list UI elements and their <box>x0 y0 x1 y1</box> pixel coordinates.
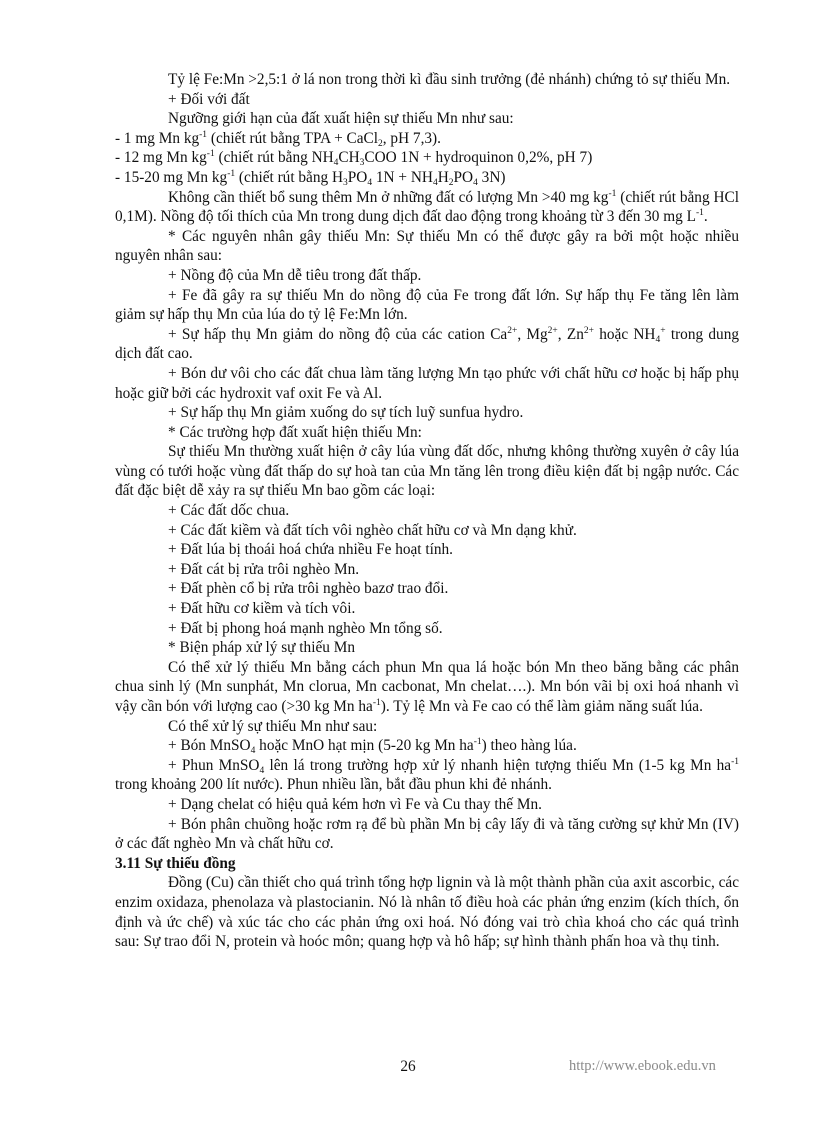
paragraph: + Sự hấp thụ Mn giảm xuống do sự tích luỹ sunfua hydro. <box>168 404 524 422</box>
list-item: + Dạng chelat có hiệu quả kém hơn vì Fe và Cu thay thế Mn. <box>168 795 542 813</box>
list-item: + Các đất dốc chua. <box>168 502 290 520</box>
paragraph: + Bón dư vôi cho các đất chua làm tăng lượng Mn tạo phức với chất hữu cơ hoặc bị hấp phụ hoặc giữ bởi các hydroxit vaf oxit Fe và Al. <box>115 364 739 402</box>
footer-website: http://www.ebook.edu.vn <box>569 1058 716 1074</box>
paragraph: + Sự hấp thụ Mn giảm do nồng độ của các cation $Ca^{2+}$, $Mg^{2+}$, $Zn^{2+}$ hoặc $NH_4^+$ trong dung dịch đất cao. <box>115 325 739 363</box>
paragraph: Sự thiếu Mn thường xuất hiện ở cây lúa vùng đất dốc, nhưng không thường xuyên ở cây lúa vùng có tưới hoặc vùng đất thấp do sự hoà tan của Mn tăng lên trong điều kiện đất bị ngập nước. Các đất đặc biệt dễ xảy ra sự thiếu Mn bao gồm các loại: <box>115 443 739 500</box>
list-item: + Đất bị phong hoá mạnh nghèo Mn tổng số. <box>168 619 443 637</box>
list-item: + Đất phèn cổ bị rửa trôi nghèo bazơ trao đổi. <box>168 580 449 598</box>
list-item: + Đất lúa bị thoái hoá chứa nhiều Fe hoạt tính. <box>168 541 453 559</box>
paragraph: Ngưỡng giới hạn của đất xuất hiện sự thiếu Mn như sau: <box>168 110 514 128</box>
paragraph: Có thể xử lý thiếu Mn bằng cách phun Mn qua lá hoặc bón Mn theo băng bằng các phân chua sinh lý (Mn sunphát, Mn clorua, Mn cacbonat, Mn chelat….). Mn bón vãi bị oxi hoá nhanh vì vậy cần bón với lượng cao (>30 kg Mn $ha^{-1}$). Tỷ lệ Mn và Fe cao có thể làm giảm năng suất lúa. <box>115 658 739 715</box>
paragraph: - 1 mg Mn $kg^{-1}$ (chiết rút bằng TPA + CaCl$_2$, pH 7,3). <box>115 129 441 149</box>
list-item: + Các đất kiềm và đất tích vôi nghèo chất hữu cơ và Mn dạng khử. <box>168 521 577 539</box>
paragraph: Tỷ lệ Fe:Mn >2,5:1 ở lá non trong thời kì đầu sinh trưởng (đẻ nhánh) chứng tỏ sự thiếu Mn. <box>168 71 731 88</box>
paragraph: - 15-20 mg Mn $kg^{-1}$ (chiết rút bằng $H_3PO_4$ $1N + NH_4H_2PO_4$ 3N) <box>115 168 506 188</box>
list-item: + Phun MnSO$_4$ lên lá trong trường hợp xử lý nhanh hiện tượng thiếu Mn (1-5 kg Mn $ha^{-1}$ trong khoảng 200 lít nước). Phun nhiều lần, bắt đầu phun khi đẻ nhánh. <box>115 756 739 794</box>
list-item: + Bón MnSO$_4$ hoặc MnO hạt mịn (5-20 kg Mn $ha^{-1}$) theo hàng lúa. <box>168 737 577 757</box>
paragraph: Không cần thiết bổ sung thêm Mn ở những đất có lượng Mn >40 mg $kg^{-1}$ (chiết rút bằng HCl 0,1M). Nồng độ tối thích của Mn trong dung dịch đất dao động trong khoảng từ 3 đến 30 mg $L^{-1}$. <box>115 188 739 226</box>
paragraph: - 12 mg Mn $kg^{-1}$ (chiết rút bằng $NH_4CH_3COO$ 1N + hydroquinon 0,2%, pH 7) <box>115 149 593 169</box>
list-item: + Bón phân chuồng hoặc rơm rạ để bù phần Mn bị cây lấy đi và tăng cường sự khử Mn (IV) ở các đất nghèo Mn và chất hữu cơ. <box>115 815 739 853</box>
paragraph: Đồng (Cu) cần thiết cho quá trình tổng hợp lignin và là một thành phần của axit ascorbic, các enzim oxidaza, phenolaza và plastocianin. Nó là nhân tố điều hoà các phản ứng enzim (kích thích, ổn định và ức chế) và xúc tác cho các phản ứng oxi hoá. Nó đóng vai trò chìa khoá cho các quá trình sau: Sự trao đổi N, protein và hoóc môn; quang hợp và hô hấp; sự hình thành phấn hoa và thụ tinh. <box>115 874 739 951</box>
section-heading: 3.11 Sự thiếu đồng <box>115 854 236 872</box>
page-number: 26 <box>400 1058 416 1075</box>
paragraph: + Đối với đất <box>168 90 250 108</box>
paragraph: * Biện pháp xử lý sự thiếu Mn <box>168 639 355 657</box>
document-body <box>115 70 739 952</box>
list-item: + Đất hữu cơ kiềm và tích vôi. <box>168 600 356 618</box>
paragraph: * Các trường hợp đất xuất hiện thiếu Mn: <box>168 423 422 441</box>
paragraph: + Nồng độ của Mn dễ tiêu trong đất thấp. <box>168 266 422 284</box>
paragraph: Có thể xử lý sự thiếu Mn như sau: <box>168 717 378 735</box>
list-item: + Đất cát bị rửa trôi nghèo Mn. <box>168 560 360 578</box>
paragraph: * Các nguyên nhân gây thiếu Mn: Sự thiếu Mn có thể được gây ra bởi một hoặc nhiều nguyên nhân sau: <box>115 227 739 265</box>
paragraph: + Fe đã gây ra sự thiếu Mn do nồng độ của Fe trong đất lớn. Sự hấp thụ Fe tăng lên làm giảm sự hấp thụ Mn của lúa do tỷ lệ Fe:Mn lớn. <box>115 286 739 324</box>
